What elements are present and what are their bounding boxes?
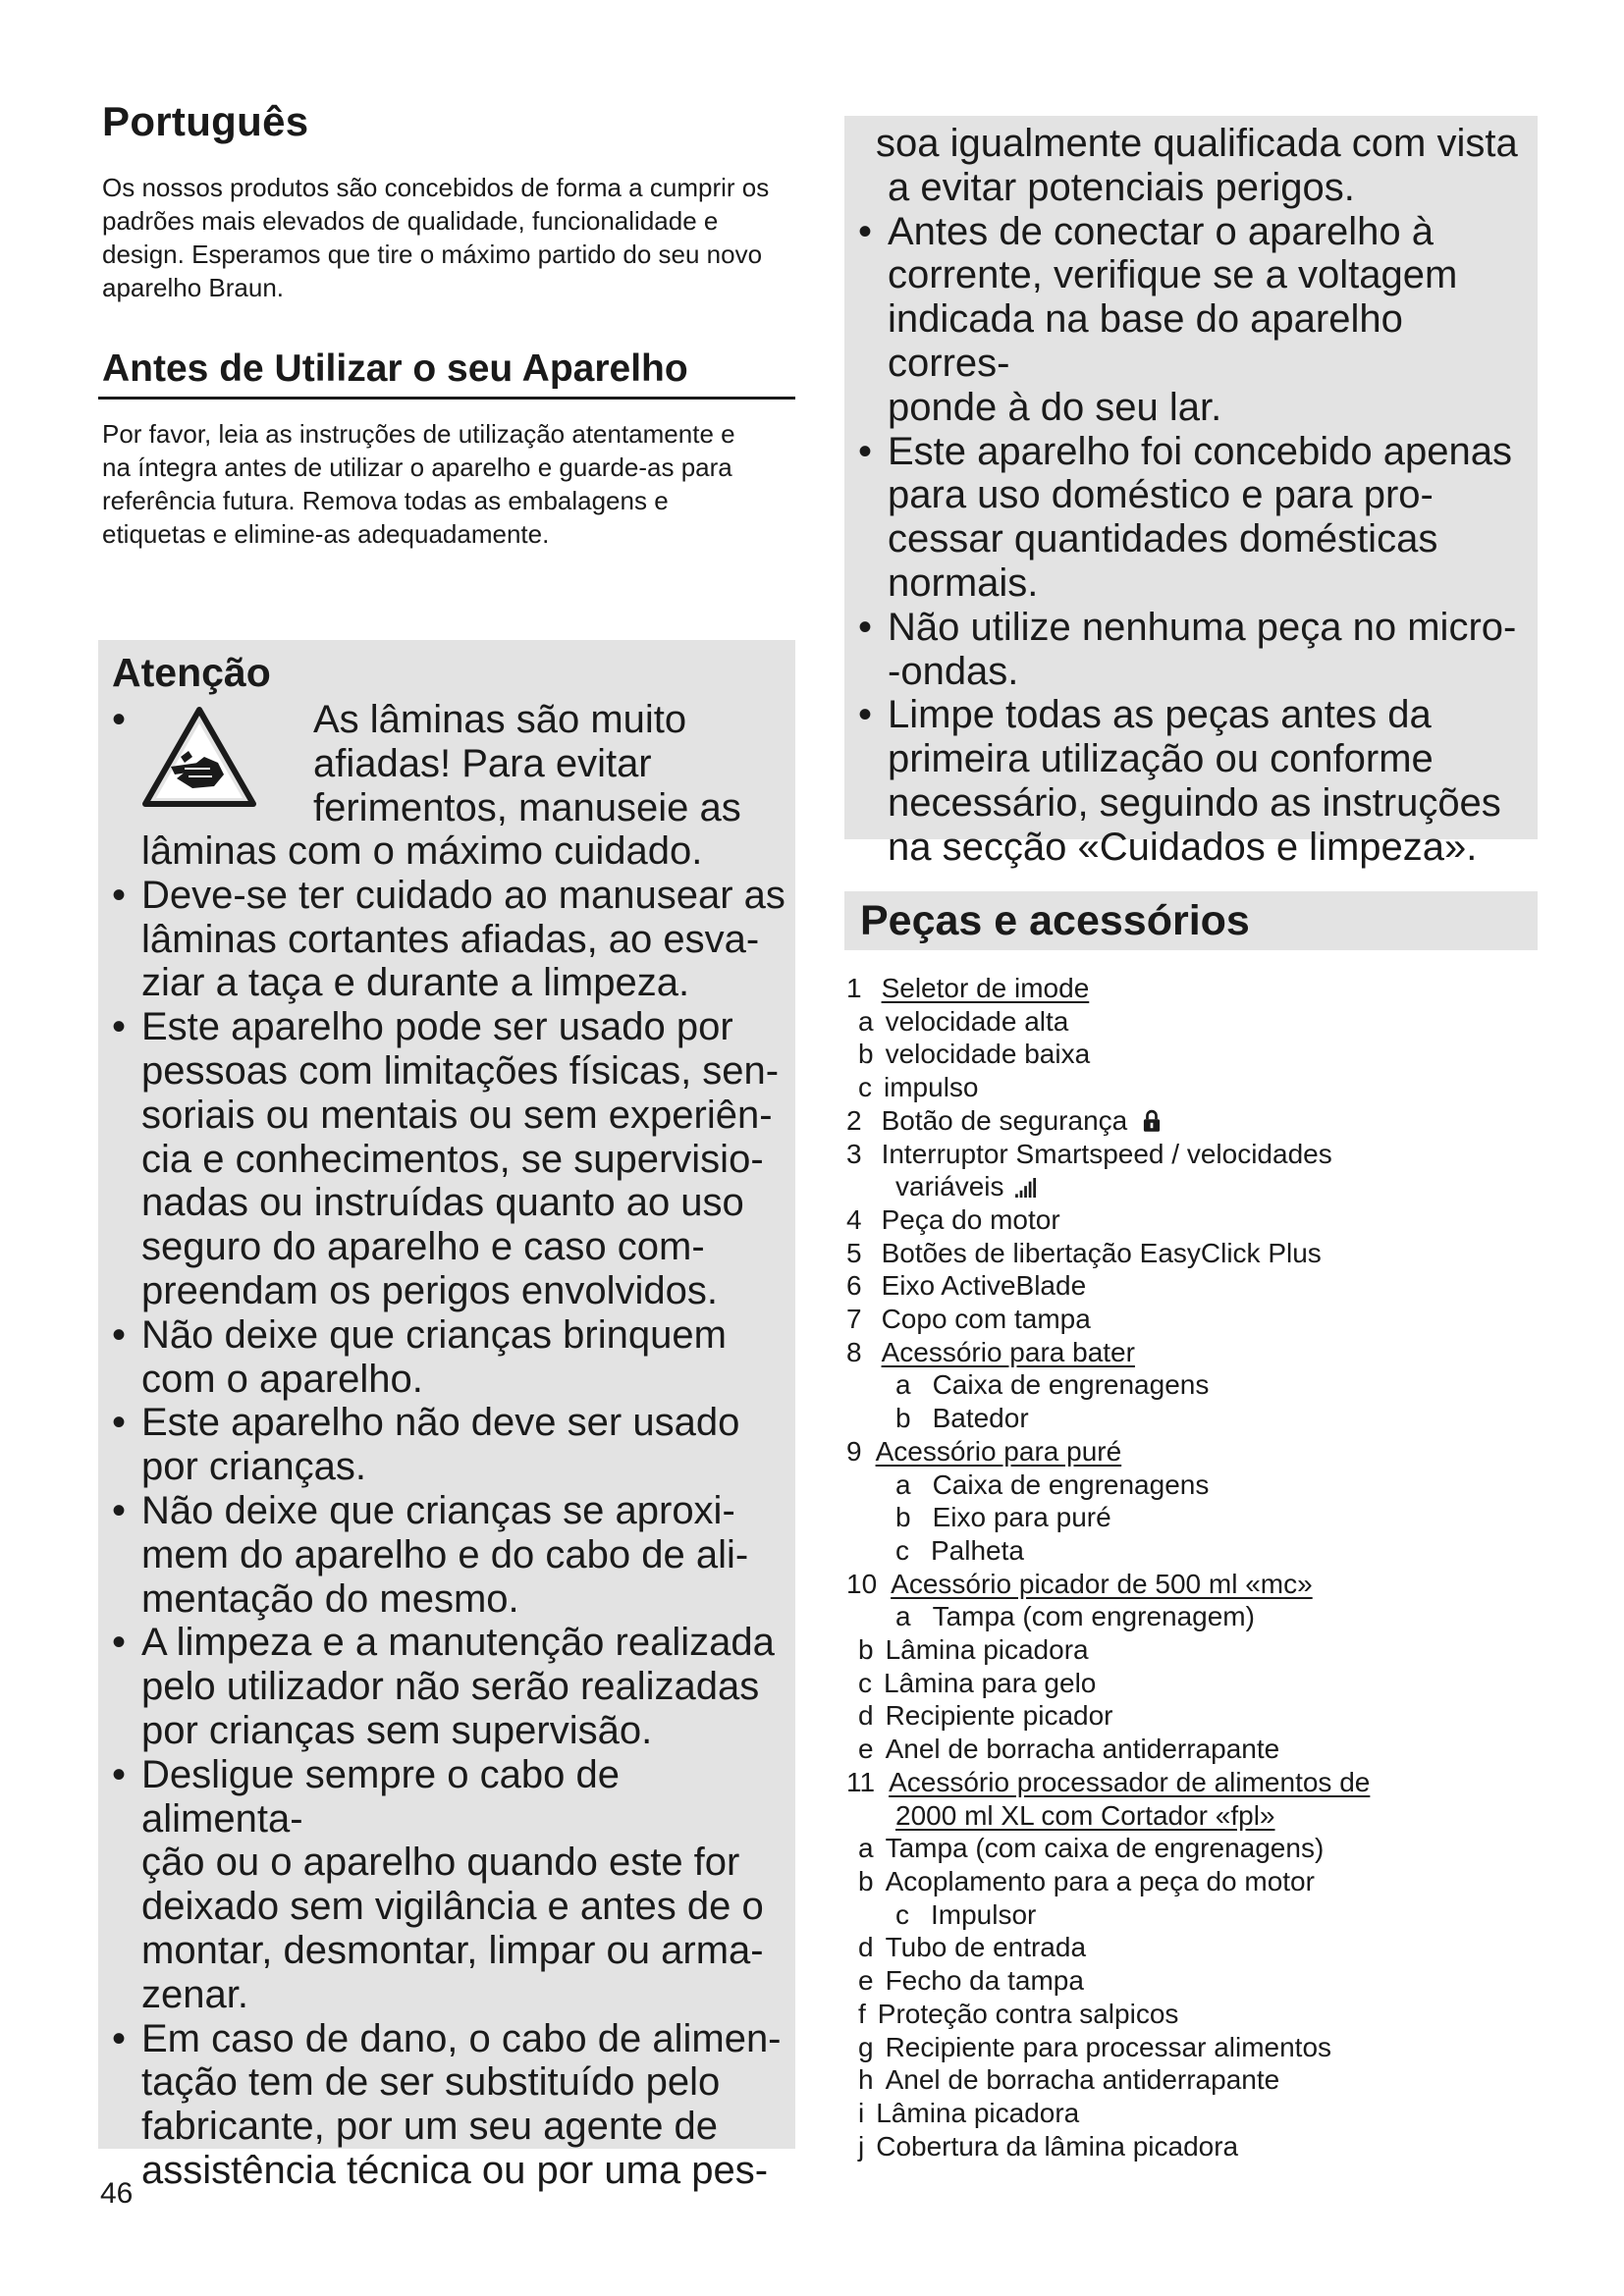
parts-item-text: Acessório para puré xyxy=(875,1435,1122,1467)
warning-line: Não deixe que crianças se aproxi- xyxy=(141,1488,735,1532)
parts-list-item xyxy=(844,1766,1551,1799)
warning-item xyxy=(858,606,1528,694)
warning-item xyxy=(112,2017,785,2193)
warning-title: Atenção xyxy=(112,650,271,695)
parts-item-text: Impulsor xyxy=(931,1898,1037,1930)
parts-item-text: Batedor xyxy=(932,1403,1029,1434)
warning-line: Este aparelho pode ser usado por xyxy=(141,1005,733,1049)
parts-item-text: Botões de libertação EasyClick Plus xyxy=(881,1237,1322,1268)
parts-list-item xyxy=(844,2063,1551,2097)
warning-line: As lâminas são muito xyxy=(313,698,687,741)
parts-item-number: 3 xyxy=(846,1138,862,1169)
warning-line: Limpe todas as peças antes da xyxy=(888,693,1432,737)
parts-list-item xyxy=(844,1203,1551,1237)
parts-item-number: e xyxy=(858,1734,874,1765)
parts-item-number: c xyxy=(895,1898,909,1930)
warning-line: zenar. xyxy=(141,1972,248,2016)
warning-line: montar, desmontar, limpar ou arma- xyxy=(141,1928,764,1972)
parts-item-number: h xyxy=(858,2064,874,2096)
parts-list-item xyxy=(844,1501,1551,1534)
warning-item xyxy=(112,1621,785,1752)
before-use-heading: Antes de Utilizar o seu Aparelho xyxy=(98,347,795,400)
left-column xyxy=(98,98,795,551)
language-heading: Português xyxy=(102,98,309,144)
parts-item-text: Copo com tampa xyxy=(881,1304,1091,1335)
parts-item-number: c xyxy=(895,1534,909,1566)
warning-item xyxy=(858,210,1528,430)
parts-item-text: Peça do motor xyxy=(881,1203,1060,1235)
parts-list-item xyxy=(844,1832,1551,1865)
warning-line: mentação do mesmo. xyxy=(141,1576,519,1621)
parts-item-text: Acessório processador de alimentos de xyxy=(889,1766,1371,1797)
warning-line: Este aparelho não deve ser usado xyxy=(141,1401,740,1445)
parts-item-text: velocidade alta xyxy=(885,1005,1069,1037)
parts-item-text: Botão de segurança xyxy=(881,1104,1128,1136)
parts-item-number: 2 xyxy=(846,1104,862,1136)
parts-heading: Peças e acessórios xyxy=(860,897,1250,944)
warning-line: pelo utilizador não serão realizadas xyxy=(141,1665,760,1709)
parts-item-text: Anel de borracha antiderrapante xyxy=(885,1734,1280,1765)
parts-item-text: Caixa de engrenagens xyxy=(932,1369,1210,1401)
warning-item xyxy=(112,1753,785,2017)
parts-item-number: a xyxy=(895,1369,911,1401)
parts-item-number: j xyxy=(858,2130,865,2162)
parts-list-item xyxy=(844,1733,1551,1766)
parts-item-number: 1 xyxy=(846,973,862,1003)
parts-item-number: 10 xyxy=(846,1568,878,1599)
parts-item-number: c xyxy=(858,1072,872,1103)
warning-line: lâminas cortantes afiadas, ao esva- xyxy=(141,917,760,961)
bullet: • xyxy=(112,1621,127,1665)
parts-item-number: d xyxy=(858,1700,874,1732)
warning-line: Desligue sempre o cabo de alimenta- xyxy=(141,1752,620,1841)
parts-list-item xyxy=(844,1005,1551,1039)
warning-line: soa igualmente qualificada com vista xyxy=(876,122,1518,165)
warning-line: necessário, seguindo as instruções xyxy=(888,780,1501,825)
parts-list-item xyxy=(844,1368,1551,1402)
parts-item-text: Palheta xyxy=(931,1534,1024,1566)
before-use-paragraph: Por favor, leia as instruções de utilização atentamente e na íntegra antes de utilizar o aparelho e guarde-as para referência futura. Remova todas as embalagens e etiquetas e elimine-as adequadamente. xyxy=(102,419,735,549)
parts-item-number: a xyxy=(895,1601,911,1632)
parts-list-item xyxy=(844,1336,1551,1369)
parts-item-text: Acessório para bater xyxy=(881,1336,1135,1367)
warning-line: para uso doméstico e para pro- xyxy=(888,473,1434,517)
parts-item-text: Eixo ActiveBlade xyxy=(881,1270,1087,1302)
parts-item-text: Tampa (com caixa de engrenagens) xyxy=(885,1833,1325,1864)
speed-bars-icon xyxy=(1015,1178,1037,1198)
warning-line: ferimentos, manuseie as xyxy=(313,785,741,829)
parts-list-item xyxy=(844,1699,1551,1733)
parts-list-item xyxy=(844,1138,1551,1171)
parts-item-text: Caixa de engrenagens xyxy=(932,1468,1210,1500)
parts-item-number: e xyxy=(858,1965,874,1997)
parts-list-item xyxy=(844,1998,1551,2031)
parts-heading-bar xyxy=(844,891,1538,950)
warning-line: nadas ou instruídas quanto ao uso xyxy=(141,1181,744,1225)
warning-line: assistência técnica ou por uma pes- xyxy=(141,2148,769,2192)
warning-line: lâminas com o máximo cuidado. xyxy=(141,829,703,873)
bullet: • xyxy=(858,429,873,473)
warning-item xyxy=(112,1313,785,1402)
parts-item-text: Anel de borracha antiderrapante xyxy=(885,2064,1280,2096)
warning-line: Em caso de dano, o cabo de alimen- xyxy=(141,2016,782,2060)
warning-line: a evitar potenciais perigos. xyxy=(888,165,1355,209)
warning-line: por crianças. xyxy=(141,1445,366,1489)
bullet: • xyxy=(112,1401,127,1445)
bullet: • xyxy=(112,873,127,917)
parts-item-text: Tampa (com engrenagem) xyxy=(932,1601,1255,1632)
warning-item xyxy=(112,1401,785,1489)
warning-line: afiadas! Para evitar xyxy=(313,741,652,785)
parts-item-number: b xyxy=(858,1039,874,1070)
parts-list-item xyxy=(844,2031,1551,2064)
parts-list-item xyxy=(844,1964,1551,1998)
parts-item-number: 9 xyxy=(846,1435,862,1467)
warning-line: soriais ou mentais ou sem experiên- xyxy=(141,1093,773,1137)
parts-item-number: 6 xyxy=(846,1270,862,1302)
warning-line: Deve-se ter cuidado ao manusear as xyxy=(141,873,785,917)
parts-item-number: b xyxy=(895,1502,911,1533)
warning-item xyxy=(112,1005,785,1313)
bullet: • xyxy=(858,605,873,649)
warning-line: com o aparelho. xyxy=(141,1357,423,1401)
warning-line: Não deixe que crianças brinquem xyxy=(141,1312,727,1357)
warning-line: primeira utilização ou conforme xyxy=(888,737,1434,781)
warning-line: Não utilize nenhuma peça no micro- xyxy=(888,605,1517,649)
parts-item-number: d xyxy=(858,1932,874,1963)
warning-line: cessar quantidades domésticas xyxy=(888,517,1438,561)
parts-item-number: 7 xyxy=(846,1304,862,1335)
parts-item-number: b xyxy=(858,1865,874,1896)
parts-item-text: Lâmina picadora xyxy=(876,2097,1080,2128)
parts-list-item xyxy=(844,1237,1551,1270)
warning-line: fabricante, por um seu agente de xyxy=(141,2105,719,2149)
parts-list xyxy=(844,972,1551,2163)
warning-item xyxy=(858,430,1528,606)
warning-box xyxy=(98,640,795,2192)
warning-line: por crianças sem supervisão. xyxy=(141,1708,653,1752)
bullet: • xyxy=(112,1488,127,1532)
parts-list-item xyxy=(844,1303,1551,1336)
parts-list-item xyxy=(844,1038,1551,1071)
parts-item-number: a xyxy=(895,1468,911,1500)
parts-item-text: variáveis xyxy=(895,1171,1004,1202)
warning-line: pessoas com limitações físicas, sen- xyxy=(141,1048,780,1093)
bullet: • xyxy=(112,698,127,741)
bullet: • xyxy=(858,693,873,737)
parts-list-item xyxy=(844,2130,1551,2163)
warning-line: mem do aparelho e do cabo de ali- xyxy=(141,1532,749,1576)
parts-item-text: Tubo de entrada xyxy=(885,1932,1087,1963)
bullet: • xyxy=(112,1752,127,1796)
warning-item xyxy=(112,874,785,1005)
parts-item-text: Proteção contra salpicos xyxy=(877,1998,1179,2029)
parts-item-number: f xyxy=(858,1998,866,2029)
parts-item-text: Recipiente picador xyxy=(885,1700,1113,1732)
parts-item-text: Lâmina para gelo xyxy=(884,1667,1097,1698)
parts-item-number: 8 xyxy=(846,1336,862,1367)
parts-list-item xyxy=(844,1898,1551,1932)
warning-line: seguro do aparelho e caso com- xyxy=(141,1225,705,1269)
parts-list-item xyxy=(844,1633,1551,1667)
parts-item-text: Acoplamento para a peça do motor xyxy=(885,1865,1315,1896)
warning-item-blades xyxy=(112,698,785,829)
parts-list-item xyxy=(844,1799,1551,1833)
parts-list-item xyxy=(844,1104,1551,1138)
hand-cut-warning-icon xyxy=(141,706,257,808)
parts-item-text: Seletor de imode xyxy=(881,973,1090,1003)
bullet: • xyxy=(858,209,873,253)
parts-item-text: Acessório picador de 500 ml «mc» xyxy=(891,1568,1313,1599)
page-number: 46 xyxy=(100,2177,134,2210)
parts-item-number: 4 xyxy=(846,1203,862,1235)
parts-list-item xyxy=(844,1600,1551,1633)
warning-line: A limpeza e a manutenção realizada xyxy=(141,1621,775,1665)
parts-list-item xyxy=(844,1667,1551,1700)
intro-paragraph: Os nossos produtos são concebidos de forma a cumprir os padrões mais elevados de qualidade, funcionalidade e design. Esperamos que tire o máximo partido do seu novo aparelho Braun. xyxy=(102,173,770,302)
parts-list-item xyxy=(844,972,1551,1005)
parts-list-item xyxy=(844,1402,1551,1435)
warning-line: corrente, verifique se a voltagem xyxy=(888,253,1458,297)
warning-line: preendam os perigos envolvidos. xyxy=(141,1268,719,1312)
parts-item-number: a xyxy=(858,1005,874,1037)
parts-item-number: 5 xyxy=(846,1237,862,1268)
parts-list-item xyxy=(844,1931,1551,1964)
parts-item-number: i xyxy=(858,2097,865,2128)
parts-list-item xyxy=(844,1435,1551,1468)
parts-item-number: c xyxy=(858,1667,872,1698)
warning-line: Antes de conectar o aparelho à xyxy=(888,209,1434,253)
parts-item-text: 2000 ml XL com Cortador «fpl» xyxy=(895,1799,1275,1831)
warning-line: cia e conhecimentos, se supervisio- xyxy=(141,1137,764,1181)
parts-item-number: g xyxy=(858,2031,874,2062)
warning-line: ponde à do seu lar. xyxy=(888,385,1222,429)
bullet: • xyxy=(112,1312,127,1357)
bullet: • xyxy=(112,2016,127,2060)
warning-line: ção ou o aparelho quando este for xyxy=(141,1841,740,1885)
warning-line: na secção «Cuidados e limpeza». xyxy=(888,825,1478,869)
warning-continuation-box xyxy=(844,116,1538,869)
warning-line: deixado sem vigilância e antes de o xyxy=(141,1885,764,1929)
lock-icon xyxy=(1143,1109,1161,1133)
parts-item-text: impulso xyxy=(884,1072,979,1103)
warning-line: indicada na base do aparelho corres- xyxy=(888,297,1403,385)
parts-item-text: Interruptor Smartspeed / velocidades xyxy=(881,1138,1332,1169)
warning-line: -ondas. xyxy=(888,649,1019,693)
parts-list-item xyxy=(844,1865,1551,1898)
parts-item-number: a xyxy=(858,1833,874,1864)
parts-item-number: b xyxy=(858,1634,874,1666)
parts-list-item xyxy=(844,1269,1551,1303)
warning-line: Este aparelho foi concebido apenas xyxy=(888,429,1513,473)
parts-item-text: Fecho da tampa xyxy=(885,1965,1084,1997)
warning-item xyxy=(112,1489,785,1621)
parts-list-item xyxy=(844,1071,1551,1104)
warning-line: ziar a taça e durante a limpeza. xyxy=(141,961,690,1005)
parts-item-text: Lâmina picadora xyxy=(885,1634,1089,1666)
parts-item-text: velocidade baixa xyxy=(885,1039,1091,1070)
parts-item-text: Eixo para puré xyxy=(932,1502,1111,1533)
parts-item-text: Cobertura da lâmina picadora xyxy=(876,2130,1239,2162)
parts-list-item xyxy=(844,2097,1551,2130)
warning-item xyxy=(858,693,1528,869)
parts-item-number: 11 xyxy=(846,1766,876,1797)
parts-item-text: Recipiente para processar alimentos xyxy=(885,2031,1332,2062)
parts-list-item xyxy=(844,1534,1551,1568)
parts-list-item xyxy=(844,1468,1551,1502)
warning-line: tação tem de ser substituído pelo xyxy=(141,2060,721,2105)
parts-list-item xyxy=(844,1170,1551,1203)
bullet: • xyxy=(112,1005,127,1049)
parts-item-number: b xyxy=(895,1403,911,1434)
parts-list-item xyxy=(844,1568,1551,1601)
warning-line: normais. xyxy=(888,561,1039,605)
